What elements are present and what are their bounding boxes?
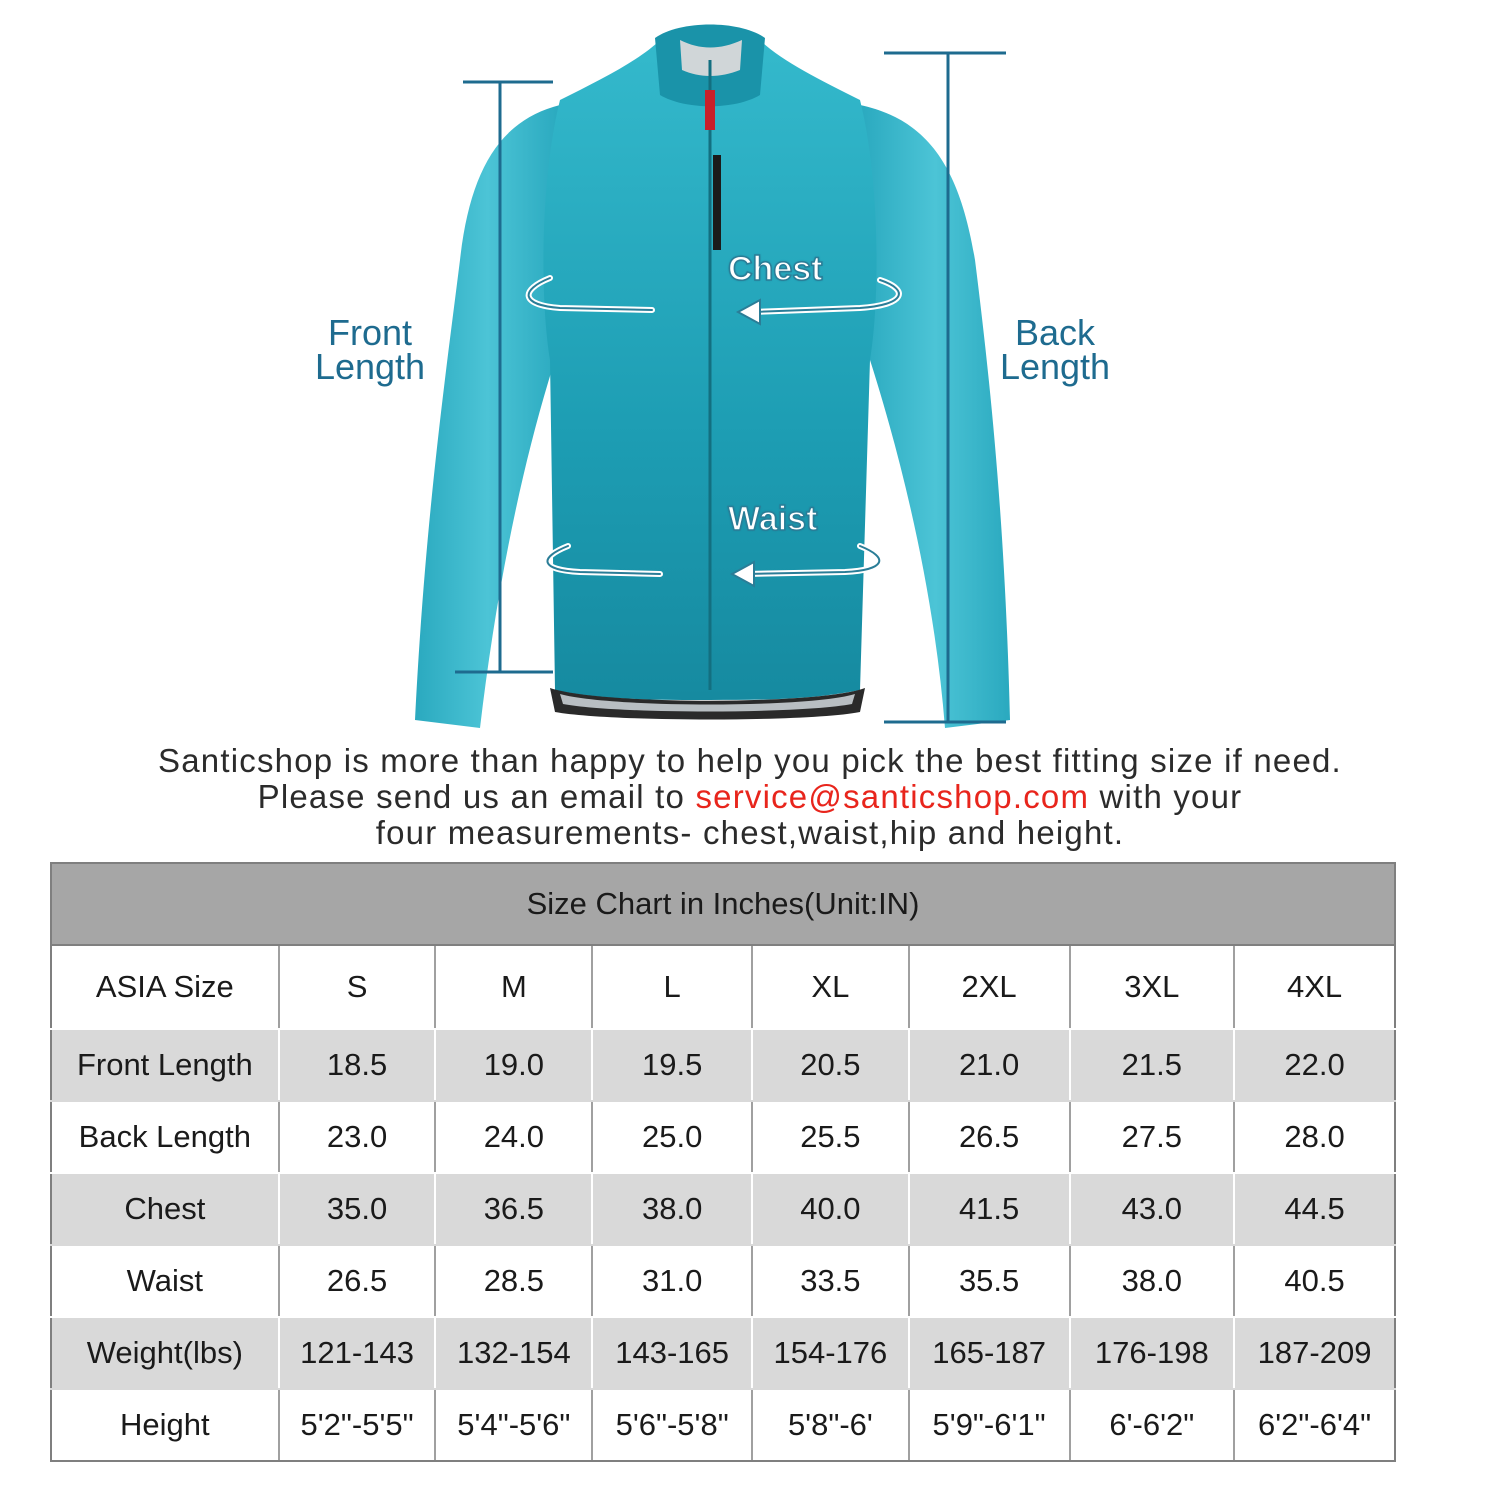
table-cell: 6'2"-6'4": [1234, 1389, 1395, 1461]
table-cell: 176-198: [1070, 1317, 1235, 1389]
row-label: Weight(lbs): [51, 1317, 279, 1389]
table-cell: 143-165: [592, 1317, 752, 1389]
header-cell: ASIA Size: [51, 945, 279, 1029]
table-row-chest: [51, 1173, 1395, 1245]
table-row-front-length: [51, 1029, 1395, 1101]
help-note-line1: Santicshop is more than happy to help you pick the best fitting size if need.: [158, 742, 1342, 779]
table-cell: 21.0: [909, 1029, 1070, 1101]
table-cell: 20.5: [752, 1029, 909, 1101]
table-cell: 18.5: [279, 1029, 436, 1101]
header-cell: S: [279, 945, 436, 1029]
table-row-back-length: [51, 1101, 1395, 1173]
table-row-waist: [51, 1245, 1395, 1317]
table-cell: 6'-6'2": [1070, 1389, 1235, 1461]
left-sleeve: [415, 105, 560, 728]
table-row-weight: [51, 1317, 1395, 1389]
size-chart-title: Size Chart in Inches(Unit:IN): [51, 863, 1395, 945]
header-cell: M: [435, 945, 592, 1029]
table-cell: 40.5: [1234, 1245, 1395, 1317]
table-cell: 28.5: [435, 1245, 592, 1317]
row-label: Chest: [51, 1173, 279, 1245]
table-cell: 154-176: [752, 1317, 909, 1389]
table-cell: 121-143: [279, 1317, 436, 1389]
table-cell: 38.0: [1070, 1245, 1235, 1317]
table-cell: 44.5: [1234, 1173, 1395, 1245]
row-label: Height: [51, 1389, 279, 1461]
table-cell: 132-154: [435, 1317, 592, 1389]
table-cell: 22.0: [1234, 1029, 1395, 1101]
table-cell: 165-187: [909, 1317, 1070, 1389]
table-cell: 5'9"-6'1": [909, 1389, 1070, 1461]
table-cell: 25.5: [752, 1101, 909, 1173]
chest-label: Chest: [728, 250, 823, 288]
table-cell: 38.0: [592, 1173, 752, 1245]
table-row-height: [51, 1389, 1395, 1461]
right-sleeve: [860, 105, 1010, 728]
table-cell: 5'4"-5'6": [435, 1389, 592, 1461]
jersey-illustration: [0, 0, 1500, 740]
size-header-row: [51, 945, 1395, 1029]
size-chart-table: [50, 862, 1396, 1462]
header-cell: L: [592, 945, 752, 1029]
table-cell: 5'2"-5'5": [279, 1389, 436, 1461]
back-length-label: Back Length: [999, 312, 1111, 387]
row-label: Front Length: [51, 1029, 279, 1101]
table-cell: 5'6"-5'8": [592, 1389, 752, 1461]
table-cell: 40.0: [752, 1173, 909, 1245]
table-cell: 27.5: [1070, 1101, 1235, 1173]
table-cell: 19.5: [592, 1029, 752, 1101]
header-cell: 3XL: [1070, 945, 1235, 1029]
table-cell: 24.0: [435, 1101, 592, 1173]
table-cell: 26.5: [279, 1245, 436, 1317]
header-cell: XL: [752, 945, 909, 1029]
table-cell: 41.5: [909, 1173, 1070, 1245]
row-label: Waist: [51, 1245, 279, 1317]
support-email[interactable]: service@santicshop.com: [695, 778, 1090, 815]
table-cell: 43.0: [1070, 1173, 1235, 1245]
help-note-line3: four measurements- chest,waist,hip and height.: [375, 814, 1125, 851]
table-cell: 33.5: [752, 1245, 909, 1317]
table-cell: 19.0: [435, 1029, 592, 1101]
waist-label: Waist: [728, 500, 818, 538]
row-label: Back Length: [51, 1101, 279, 1173]
table-cell: 5'8"-6': [752, 1389, 909, 1461]
table-cell: 35.0: [279, 1173, 436, 1245]
table-cell: 187-209: [1234, 1317, 1395, 1389]
table-cell: 31.0: [592, 1245, 752, 1317]
header-cell: 4XL: [1234, 945, 1395, 1029]
header-cell: 2XL: [909, 945, 1070, 1029]
table-cell: 28.0: [1234, 1101, 1395, 1173]
table-cell: 21.5: [1070, 1029, 1235, 1101]
table-cell: 35.5: [909, 1245, 1070, 1317]
table-cell: 26.5: [909, 1101, 1070, 1173]
table-cell: 25.0: [592, 1101, 752, 1173]
zipper-pull: [705, 90, 715, 130]
table-cell: 23.0: [279, 1101, 436, 1173]
front-length-label: Front Length: [314, 312, 426, 387]
help-note-line2: Please send us an email to service@santicshop.com with your: [257, 778, 1243, 815]
table-cell: 36.5: [435, 1173, 592, 1245]
